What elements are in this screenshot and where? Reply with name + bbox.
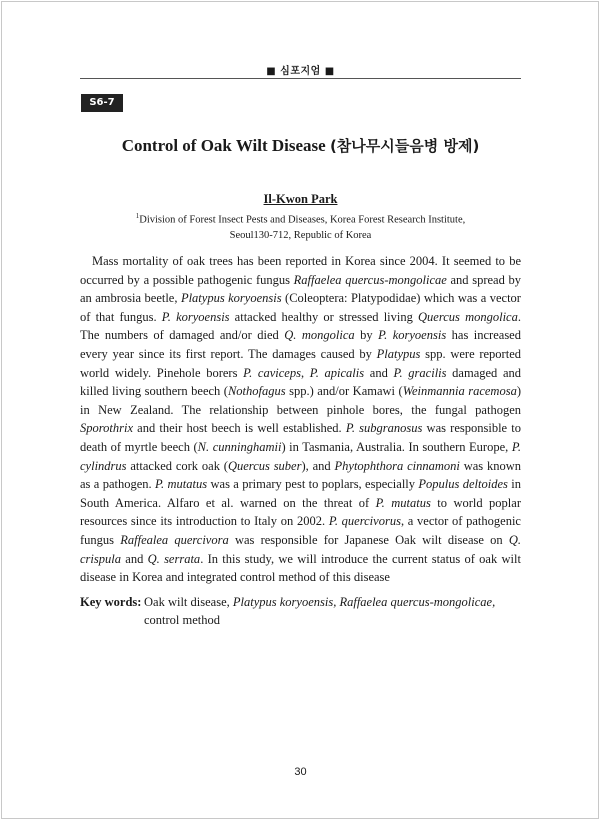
abstract-text: by [354,328,379,343]
abstract-text: Mass mortality of oak trees has been reported in Korea since 2004. It seemed to be occurred by a possible pathogenic fungus [80,254,521,287]
abstract-text: was responsible to death of myrtle beech ( [80,421,521,454]
species-name: Raffealea quercivora [120,532,229,547]
species-name: P. koryoensis [161,309,230,324]
abstract-text: was responsible for Japanese Oak wilt disease on [228,532,509,547]
species-name: Weinmannia racemosa [402,384,517,399]
abstract-text: was a primary pest to poplars, especially [207,477,419,492]
species-name: Quercus mongolica [418,309,518,324]
species-name: Sporothrix [80,421,134,436]
species-name: Populus deltoides [418,477,508,492]
species-name: Phytophthora cinnamoni [334,458,460,473]
keyword-species: Platypus koryoensis, Raffaelea quercus-mongolicae, [232,595,496,609]
abstract-text: damaged and killed living southern beech ( [80,365,521,399]
abstract-text: spp. were reported world widely. Pinehole borers [80,346,521,380]
species-name: Q. mongolica [284,328,355,343]
keywords-block [80,593,521,629]
species-name: Q. crispula [80,532,521,566]
species-name: P. mutatus [155,477,208,492]
abstract-text: to world poplar resources since its introduction to Italy on 2002. [80,495,521,529]
species-name: P. quercivorus [328,514,401,529]
session-tag: S6-7 [81,94,123,112]
affiliation-superscript: 1 [135,212,140,220]
species-name: Raffaelea quercus-mongolicae [293,272,447,287]
abstract-text: attacked cork oak ( [126,458,228,473]
abstract-text: spp.) and/or Kamawi ( [285,384,403,399]
affiliation-line-2: Seoul130-712, Republic of Korea [229,229,372,241]
species-name: P. apicalis [309,365,365,380]
abstract-text: and [120,551,148,566]
species-name: Platypus [376,346,421,361]
abstract-text: , a vector of pathogenic fungus [80,514,521,547]
species-name: P. subgranosus [345,421,423,436]
abstract-text: . In this study, we will introduce the current status of oak wilt disease in Korea and integrated control method of this disease [80,551,521,585]
abstract-text: and [364,365,394,380]
header-rule [80,78,521,79]
affiliation-line-1: Division of Forest Insect Pests and Diseases, Korea Forest Research Institute, [139,214,466,226]
keyword-text: Oak wilt disease, [144,595,233,609]
abstract-text: attacked healthy or stressed living [229,309,419,324]
abstract-text: , [300,365,310,380]
abstract-paragraph [80,252,521,587]
running-head: ■ 심포지엄 ■ [266,66,335,77]
page-number: 30 [294,766,307,778]
abstract-text: in South America. Alfaro et al. warned on the threat of [80,477,521,510]
title-english: Control of Oak Wilt Disease [121,136,326,155]
species-name: Quercus suber [227,458,302,473]
species-name: Nothofagus [227,384,286,399]
species-name: N. cunninghamii [197,439,282,454]
species-name: Q. serrata [147,551,201,566]
keywords-label: Key words: [80,595,142,609]
affiliation [80,209,521,243]
paper-title [80,135,521,156]
title-korean: (참나무시들음병 방제) [329,137,480,155]
abstract-text: was known as a pathogen. [80,458,522,492]
keyword-text: control method [144,613,221,627]
abstract-text: . The numbers of damaged and/or died [80,309,521,343]
species-name: P. caviceps [243,365,301,380]
keywords-list [144,593,521,629]
abstract-text: and spread by an ambrosia beetle, [80,272,521,306]
species-name: Platypus koryoensis [180,291,282,306]
species-name: P. cylindrus [80,439,521,473]
abstract-text: has increased every year since its first report. The damages caused by [80,328,521,361]
species-name: P. gracilis [393,365,447,380]
abstract-text: (Coleoptera: Platypodidae) which was a vector of that fungus. [80,291,521,324]
species-name: P. mutatus [375,495,431,510]
abstract-text: ) in New Zealand. The relationship between pinhole bores, the fungal pathogen [80,384,521,417]
abstract-text: ) in Tasmania, Australia. In southern Europe, [281,439,512,454]
species-name: P. koryoensis [378,328,447,343]
author-name: Il-Kwon Park [263,192,338,206]
abstract-text: and their host beech is well established. [133,421,346,436]
abstract-text: ), and [301,458,335,473]
